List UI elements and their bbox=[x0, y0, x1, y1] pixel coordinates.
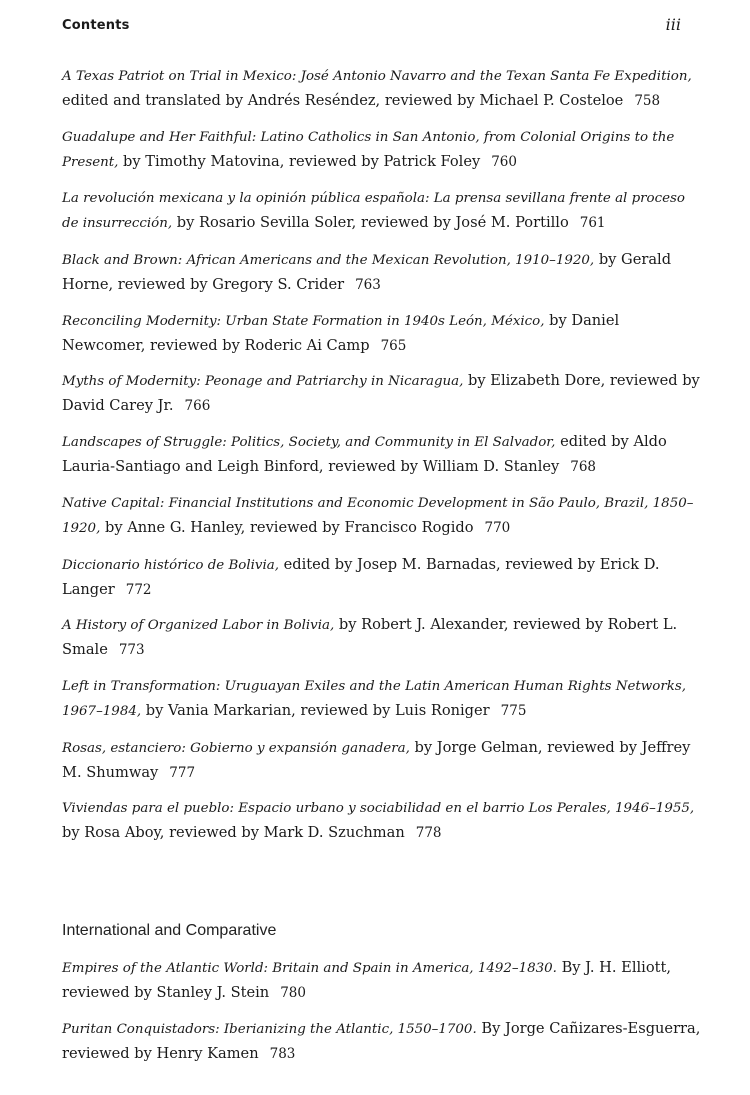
entry-title: Diccionario histórico de Bolivia, bbox=[62, 557, 280, 573]
entry-credits: By J. H. Elliott, reviewed by Stanley J. Stein bbox=[62, 959, 671, 1001]
entry-title: Black and Brown: African Americans and the Mexican Revolution, 1910–1920, bbox=[62, 253, 595, 269]
entry-credits: by Rosa Aboy, reviewed by Mark D. Szuchman bbox=[62, 824, 405, 842]
entry-credits: by Gerald Horne, reviewed by Gregory S. Crider bbox=[62, 251, 672, 294]
entry-page: 768 bbox=[570, 459, 597, 476]
entry-credits: by Vania Markarian, reviewed by Luis Roniger bbox=[141, 701, 490, 719]
contents-entry bbox=[62, 430, 702, 479]
entry-credits: by Timothy Matovina, reviewed by Patrick Foley bbox=[118, 152, 481, 170]
entry-page: 773 bbox=[118, 642, 145, 659]
entry-title: Rosas, estanciero: Gobierno y expansión ganadera, bbox=[62, 740, 410, 756]
entry-title: A History of Organized Labor in Bolivia, bbox=[62, 618, 335, 634]
entry-title: Puritan Conquistadors: Iberianizing the Atlantic, 1550–1700. bbox=[62, 1021, 477, 1037]
section-heading: International and Comparative bbox=[62, 922, 277, 939]
entry-title: Viviendas para el pueblo: Espacio urbano y sociabilidad en el barrio Los Perales, 1946–1955, bbox=[62, 801, 695, 817]
contents-entry bbox=[62, 956, 712, 1005]
entry-page: 777 bbox=[169, 764, 196, 781]
entry-page: 770 bbox=[484, 519, 511, 536]
entry-title: Native Capital: Financial Institutions and Economic Development in São Paulo, Brazil, 1850–1920, bbox=[62, 495, 694, 536]
contents-entry bbox=[62, 491, 702, 541]
entry-page: 761 bbox=[579, 215, 606, 232]
contents-entry bbox=[62, 674, 702, 724]
contents-entry bbox=[62, 369, 702, 418]
running-head: Contents bbox=[62, 18, 130, 33]
entry-credits: by Daniel Newcomer, reviewed by Roderic Ai Camp bbox=[62, 311, 620, 354]
entry-page: 760 bbox=[491, 153, 517, 170]
contents-list bbox=[62, 64, 702, 857]
contents-entry bbox=[62, 64, 702, 113]
page-number-folio: iii bbox=[665, 15, 681, 34]
entry-credits: edited by Aldo Lauria-Santiago and Leigh Binford, reviewed by William D. Stanley bbox=[62, 433, 667, 476]
entry-page: 778 bbox=[415, 825, 442, 842]
entry-title: A Texas Patriot on Trial in Mexico: José Antonio Navarro and the Texan Santa Fe Expedition, bbox=[62, 69, 692, 84]
contents-entry bbox=[62, 186, 702, 236]
entry-title: Guadalupe and Her Faithful: Latino Catholics in San Antonio, from Colonial Origins to the Present, bbox=[62, 129, 675, 170]
entry-title: Left in Transformation: Uruguayan Exiles and the Latin American Human Rights Networks, 1967–1984, bbox=[62, 678, 686, 719]
entry-credits: by Anne G. Hanley, reviewed by Francisco Rogido bbox=[100, 518, 474, 536]
contents-entry bbox=[62, 553, 702, 602]
contents-entry bbox=[62, 796, 702, 845]
entry-page: 783 bbox=[269, 1045, 296, 1062]
entry-page: 766 bbox=[184, 398, 211, 415]
entry-credits: by Robert J. Alexander, reviewed by Robert L. Smale bbox=[62, 616, 678, 659]
entry-credits: edited by Josep M. Barnadas, reviewed by Erick D. Langer bbox=[62, 555, 660, 598]
contents-entry bbox=[62, 736, 702, 785]
contents-entry bbox=[62, 309, 702, 358]
entry-credits: by Jorge Gelman, reviewed by Jeffrey M. Shumway bbox=[62, 738, 691, 781]
contents-entry bbox=[62, 125, 702, 175]
contents-entry bbox=[62, 1017, 712, 1066]
entry-credits: By Jorge Cañizares-Esguerra, reviewed by Henry Kamen bbox=[62, 1019, 701, 1062]
entry-credits: by Rosario Sevilla Soler, reviewed by José M. Portillo bbox=[172, 214, 569, 232]
contents-entry bbox=[62, 613, 702, 662]
entry-credits: edited and translated by Andrés Reséndez, reviewed by Michael P. Costeloe bbox=[62, 92, 624, 109]
entry-title: Empires of the Atlantic World: Britain and Spain in America, 1492–1830. bbox=[62, 961, 557, 976]
entry-title: Landscapes of Struggle: Politics, Society, and Community in El Salvador, bbox=[62, 435, 556, 451]
entry-title: Reconciling Modernity: Urban State Formation in 1940s León, México, bbox=[62, 313, 545, 329]
entry-page: 763 bbox=[355, 277, 381, 294]
section-contents-list bbox=[62, 956, 712, 1077]
entry-page: 775 bbox=[500, 702, 527, 719]
entry-title: La revolución mexicana y la opinión pública española: La prensa sevillana frente al proceso de insurrección, bbox=[62, 191, 685, 232]
entry-credits: by Elizabeth Dore, reviewed by David Carey Jr. bbox=[62, 372, 700, 415]
contents-entry bbox=[62, 248, 702, 297]
entry-page: 780 bbox=[280, 985, 306, 1001]
entry-page: 765 bbox=[380, 337, 407, 354]
entry-page: 758 bbox=[634, 93, 661, 109]
entry-page: 772 bbox=[125, 581, 152, 598]
entry-title: Myths of Modernity: Peonage and Patriarchy in Nicaragua, bbox=[62, 374, 464, 390]
